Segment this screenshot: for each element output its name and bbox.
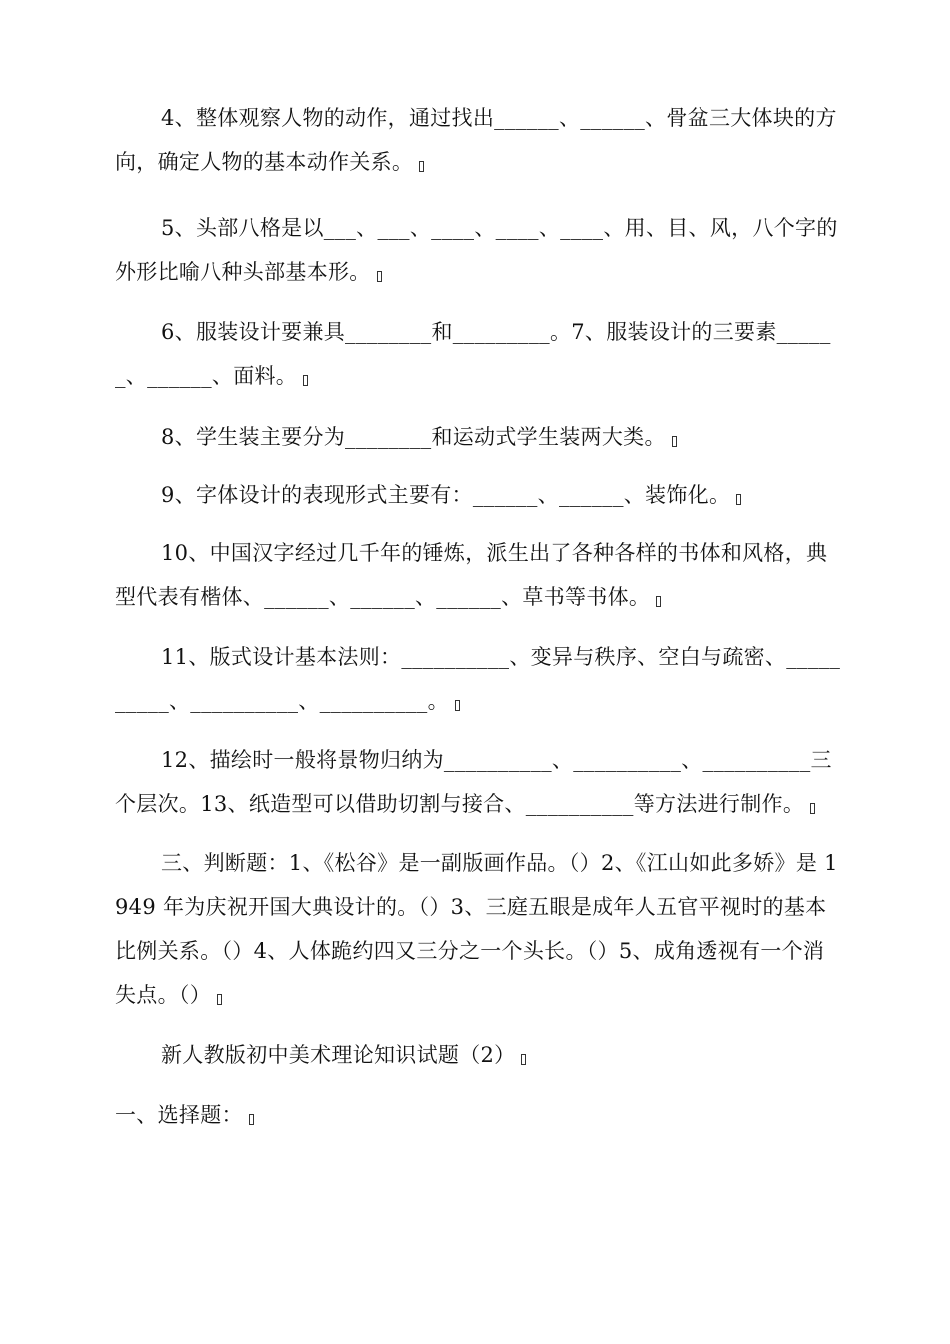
paragraph-mark-icon <box>656 596 661 607</box>
question-4-text: 4、整体观察人物的动作，通过找出______、______、骨盆三大体块的方向，确定人物的基本动作关系。 <box>115 106 837 174</box>
paragraph-mark-icon <box>810 803 815 814</box>
question-8-text: 8、学生装主要分为________和运动式学生装两大类。 <box>161 425 666 449</box>
section-3-text: 三、判断题：1、《松谷》是一副版画作品。（）2、《江山如此多娇》是 1949 年为庆祝开国大典设计的。（）3、三庭五眼是成年人五官平视时的基本比例关系。（）4、人体跪约四又三分之一个头长。（）5、成角透视有一个消失点。（） <box>115 851 838 1007</box>
question-11-text: 11、版式设计基本法则：__________、变异与秩序、空白与疏密、__________、__________、__________。 <box>115 645 841 713</box>
question-5-text: 5、头部八格是以___、___、____、____、____、用、目、风，八个字的外形比喻八种头部基本形。 <box>115 216 838 284</box>
question-10-text: 10、中国汉字经过几千年的锤炼，派生出了各种各样的书体和风格，典型代表有楷体、______、______、______、草书等书体。 <box>115 541 828 609</box>
question-12-13-text: 12、描绘时一般将景物归纳为__________、__________、__________三个层次。13、纸造型可以借助切割与接合、__________等方法进行制作。 <box>115 748 832 816</box>
question-6-7-text: 6、服装设计要兼具________和_________。7、服装设计的三要素______、______、面料。 <box>115 320 831 388</box>
question-12-13 <box>115 738 845 826</box>
question-4 <box>115 96 845 184</box>
paragraph-mark-icon <box>303 375 308 386</box>
document-subtitle-text: 新人教版初中美术理论知识试题（2） <box>161 1043 516 1067</box>
paragraph-mark-icon <box>419 161 424 172</box>
question-11 <box>115 635 845 723</box>
paragraph-mark-icon <box>736 494 741 505</box>
question-9 <box>115 473 845 517</box>
question-6-7 <box>115 310 845 398</box>
question-9-text: 9、字体设计的表现形式主要有：______、______、装饰化。 <box>161 483 731 507</box>
paragraph-mark-icon <box>672 436 677 447</box>
paragraph-mark-icon <box>217 994 222 1005</box>
section-3-true-false <box>115 841 845 1017</box>
paragraph-mark-icon <box>455 700 460 711</box>
section-1-text: 一、选择题： <box>115 1103 243 1127</box>
question-8 <box>115 415 845 459</box>
question-5 <box>115 206 845 294</box>
question-10 <box>115 531 845 619</box>
paragraph-mark-icon <box>521 1054 526 1065</box>
document-subtitle <box>115 1033 845 1077</box>
section-1-multiple-choice <box>115 1093 845 1137</box>
paragraph-mark-icon <box>249 1114 254 1125</box>
paragraph-mark-icon <box>377 271 382 282</box>
